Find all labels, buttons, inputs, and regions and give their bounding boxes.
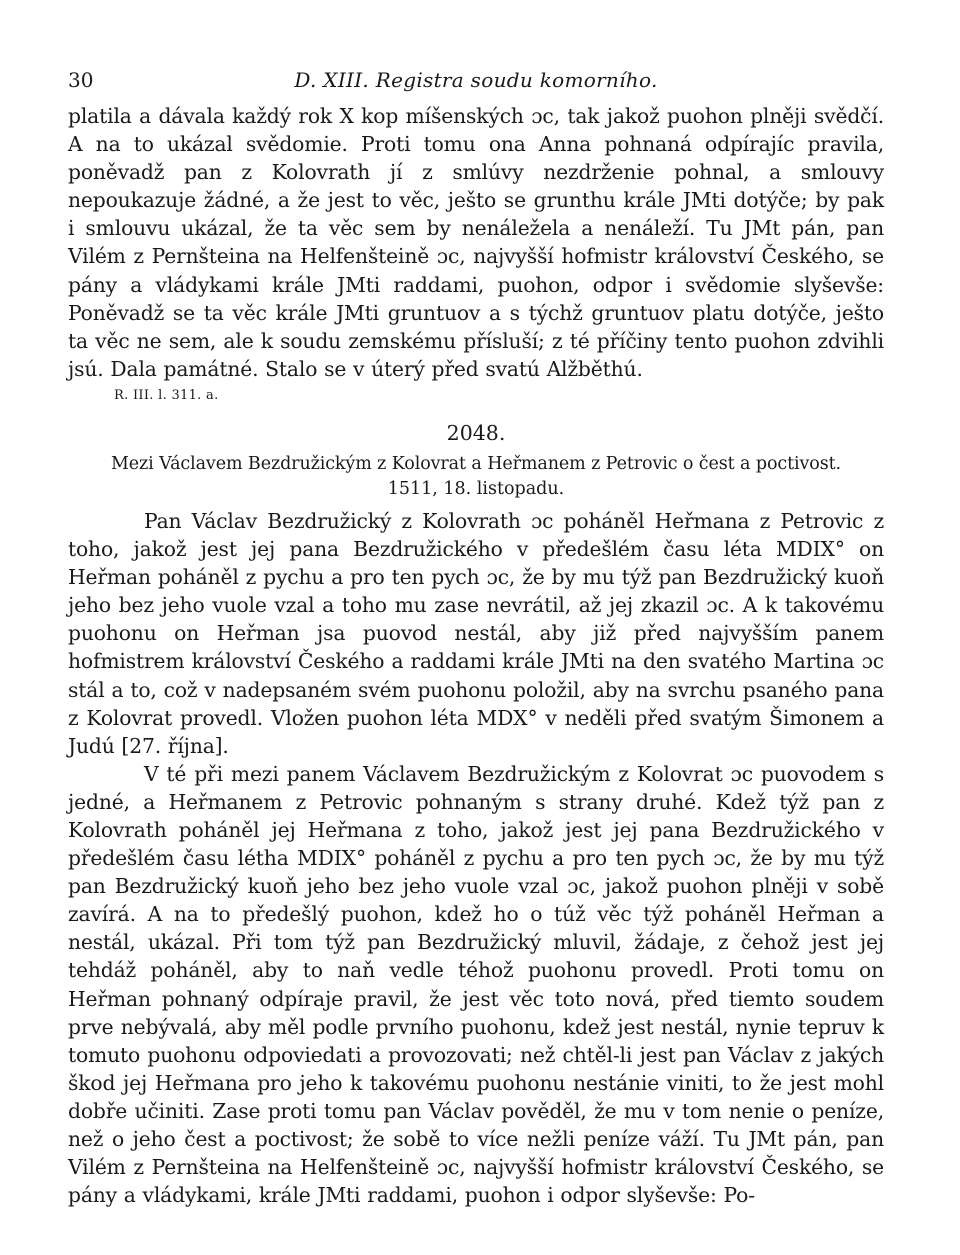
- page: [68, 62, 884, 1209]
- document-number: 2048.: [446, 420, 506, 445]
- running-head: D. XIII. Registra soudu komorního.: [294, 68, 658, 92]
- source-reference: R. III. l. 311. a.: [114, 387, 219, 403]
- page-number: 30: [68, 68, 94, 92]
- document-subject: Mezi Václavem Bezdružickým z Kolovrat a Heřmanem z Petrovic o čest a poctivost.: [110, 453, 842, 474]
- document-paragraph: Pan Václav Bezdružický z Kolovrath ɔc poháněl Heřmana z Petrovic z toho, jakož jest jej pana Bezdružického v předešlém času léta MDIX° on Heřman poháněl z pychu a pro ten pych ɔc, že by mu týž pan Bezdružický kuoň jeho bez jeho vuole vzal a toho mu zase nevrátil, až jej zkazil ɔc. A k takovému puohonu on Heřman jsa puovod nestál, aby již před najvyšším panem hofmistrem království Českého a raddami krále JMti na den svatého Martina ɔc stál a to, což v nadepsaném svém puohonu položil, aby na svrchu psaného pana z Kolovrat provedl. Vložen puohon léta MDX° v neděli před svatým Šimonem a Judú [27. října].: [68, 508, 884, 758]
- document-date: 1511, 18. listopadu.: [387, 478, 565, 499]
- document-paragraph: V té při mezi panem Václavem Bezdružickým z Kolovrat ɔc puovodem s jedné, a Heřmanem z Petrovic pohnaným s strany druhé. Kdež týž pan z Kolovrath poháněl jej Heřmana z toho, jakož jest jej pana Bezdružického v předešlém času létha MDIX° poháněl z pychu a pro ten pych ɔc, že by mu týž pan Bezdružický kuoň jeho bez jeho vuole vzal ɔc, jakož puohon plněji v sobě zavírá. A na to předešlý puohon, kdež ho o túž věc týž poháněl Heřman a nestál, ukázal. Při tom týž pan Bezdružický mluvil, žádaje, z čehož jest jej tehdáž poháněl, aby to naň vedle téhož puohonu provedl. Proti tomu on Heřman pohnaný odpíraje pravil, že jest věc toto nová, před tiemto soudem prve nebývalá, aby měl podle prvního puohonu, kdež jest nestál, nynie tepruv k tomuto puohonu odpoviedati a provozovati; než chtěl-li jest pan Václav z jakých škod jej Heřmana pro jeho k takovému puohonu nestánie viniti, to že jest mohl dobře učiniti. Zase proti tomu pan Václav pověděl, že mu v tom nenie o peníze, než o jeho čest a poctivost; že sobě to více nežli peníze váží. Tu JMt pán, pan Vilém z Pernšteina na Helfenšteině ɔc, najvyšší hofmistr království Českého, se pány a vládykami, krále JMti raddami, puohon i odpor slyševše: Po-: [68, 761, 884, 1208]
- continuation-paragraph: platila a dávala každý rok X kop míšenských ɔc, tak jakož puohon plněji svědčí. A na to ukázal svědomie. Proti tomu ona Anna pohnaná odpírajíc pravila, poněvadž pan z Kolovrath jí z smlúvy nezdrženie pohnal, a smlouvy nepoukazuje žádné, a že jest to věc, ješto se grunthu krále JMti dotýče; by pak i smlouvu ukázal, že ta věc sem by nenáležela a nenáleží. Tu JMt pán, pan Vilém z Pernšteina na Helfenšteině ɔc, najvyšší hofmistr království Českého, se pány a vládykami krále JMti raddami, puohon, odpor i svědomie slyševše: Poněvadž se ta věc krále JMti gruntuov a s týchž gruntuov platu dotýče, ješto ta věc ne sem, ale k soudu zemskému přísluší; z té příčiny tento puohon zdvihli jsú. Dala památné. Stalo se v úterý před svatú Alžběthú.: [68, 104, 884, 381]
- page-header: [68, 62, 884, 102]
